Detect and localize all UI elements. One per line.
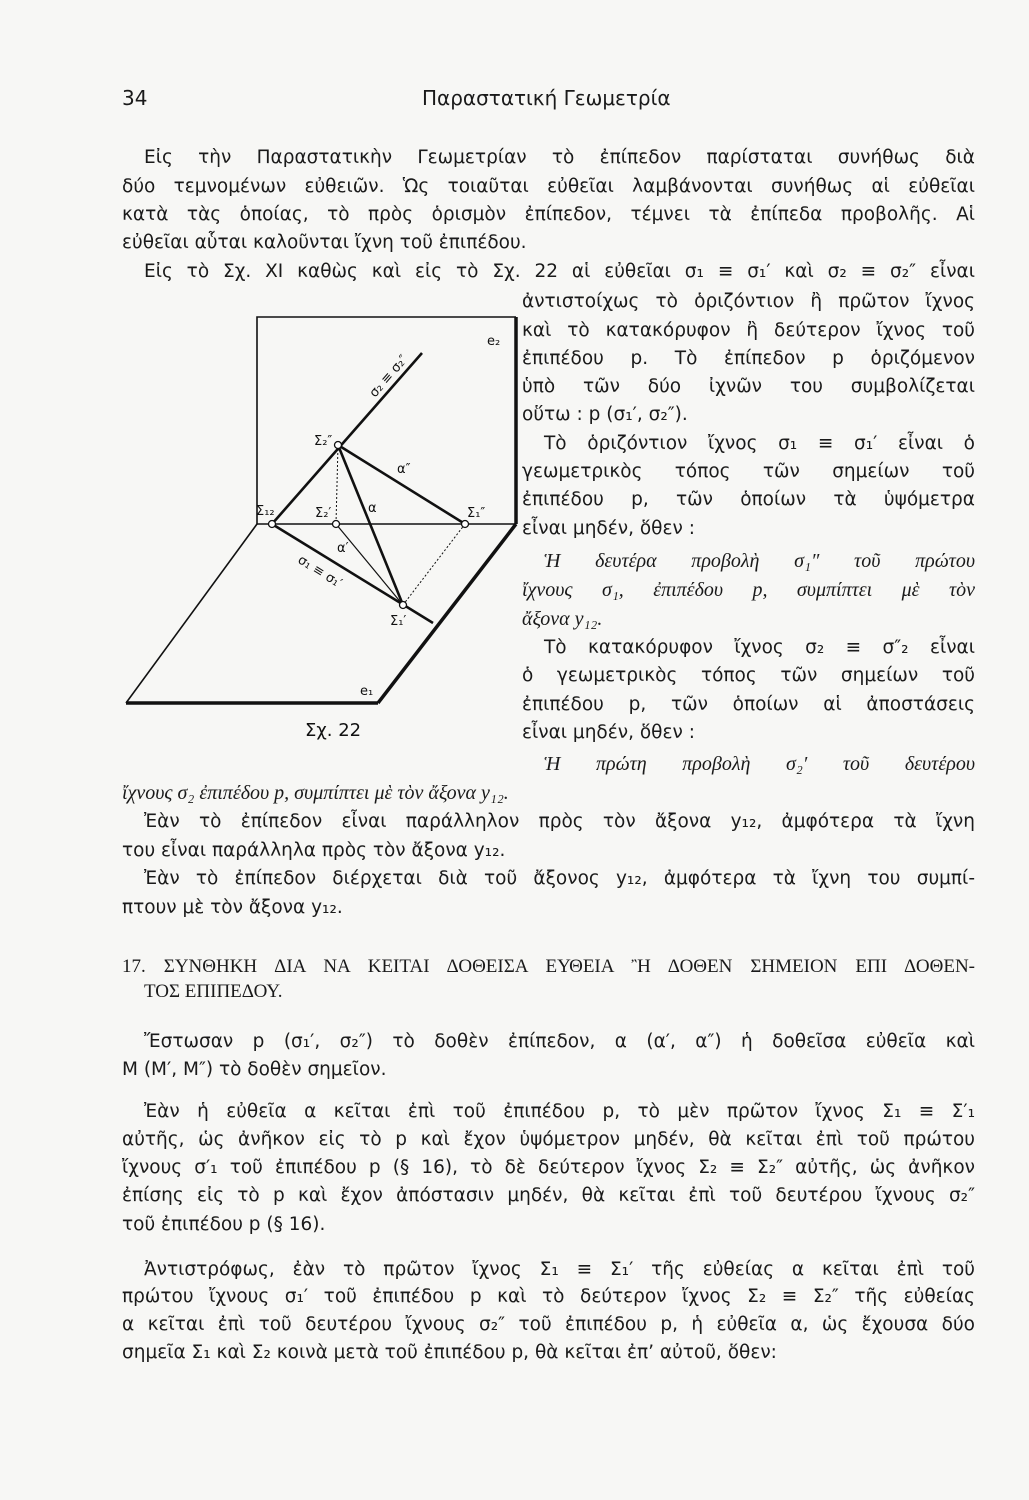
label-S2p: Σ₂′ xyxy=(315,506,332,521)
point-S1p xyxy=(400,602,407,609)
section-heading: ΤΟΣ ΕΠΙΠΕΔΟΥ. xyxy=(144,981,283,1002)
text-line: εἶναι μηδέν, ὅθεν : xyxy=(522,722,695,743)
text-line: Ἐὰν τὸ ἐπίπεδον διέρχεται διὰ τοῦ ἄξονος y₁₂, ἀμφότερα τὰ ἴχνη του συμπί- xyxy=(144,868,975,889)
text-line: ἐπιπέδου p, τῶν ὁποίων τὰ ὑψόμετρα xyxy=(522,489,975,510)
text-line: Ἐὰν τὸ ἐπίπεδον εἶναι παράλληλον πρὸς τὸν ἄξονα y₁₂, ἀμφότερα τὰ ἴχνη xyxy=(144,811,975,832)
text-line: του εἶναι παράλληλα πρὸς τὸν ἄξονα y₁₂. xyxy=(122,840,506,861)
text-line: εὐθεῖαι αὗται καλοῦνται ἴχνη τοῦ ἐπιπέδου. xyxy=(122,232,527,253)
text-line: ὁ γεωμετρικὸς τόπος τῶν σημείων τοῦ xyxy=(522,665,975,686)
text-line: ἄξονα y₁₂. xyxy=(522,608,603,630)
trace-sigma1 xyxy=(272,524,433,623)
figure-22 xyxy=(110,300,530,750)
text-line: ὑπὸ τῶν δύο ἰχνῶν του συμβολίζεται xyxy=(522,376,975,397)
label-a-second: α″ xyxy=(397,462,411,477)
text-line: σημεῖα Σ₁ καὶ Σ₂ κοινὰ μετὰ τοῦ ἐπιπέδου p, θὰ κεῖται ἐπ’ αὐτοῦ, ὅθεν: xyxy=(122,1342,777,1363)
text-line: Ἀντιστρόφως, ἐὰν τὸ πρῶτον ἴχνος Σ₁ ≡ Σ₁′ τῆς εὐθείας α κεῖται ἐπὶ τοῦ xyxy=(144,1259,975,1280)
text-line: ἴχνους σ₁, ἐπιπέδου p, συμπίπτει μὲ τὸν xyxy=(522,579,975,601)
vertical-plane xyxy=(257,317,516,524)
point-S1pp xyxy=(462,521,469,528)
text-line: Τὸ κατακόρυφον ἴχνος σ₂ ≡ σ″₂ εἶναι xyxy=(544,637,975,658)
label-S12: Σ₁₂ xyxy=(256,504,275,519)
point-S2p xyxy=(333,521,340,528)
label-a: α xyxy=(368,501,377,516)
text-line: πτουν μὲ τὸν ἄξονα y₁₂. xyxy=(122,897,343,918)
point-S12 xyxy=(269,521,276,528)
label-sigma2: σ₂ ≡ σ₂″ xyxy=(366,352,412,401)
text-line: Ἡ πρώτη προβολὴ σ₂′ τοῦ δευτέρου xyxy=(544,753,975,775)
label-e2: e₂ xyxy=(487,334,501,349)
label-S1pp: Σ₁″ xyxy=(467,506,486,521)
page-number: 34 xyxy=(122,86,148,110)
text-line: καὶ τὸ κατακόρυφον ἢ δεύτερον ἴχνος τοῦ xyxy=(522,320,975,341)
label-e1: e₁ xyxy=(360,684,374,699)
text-line: Ἡ δευτέρα προβολὴ σ₁″ τοῦ πρώτου xyxy=(544,550,975,572)
point-S2pp xyxy=(335,442,342,449)
text-line: αὐτῆς, ὡς ἀνῆκον εἰς τὸ p καὶ ἔχον ὑψόμετρον μηδέν, θὰ κεῖται ἐπὶ τοῦ πρώτου xyxy=(122,1129,975,1150)
text-line: τοῦ ἐπιπέδου p (§ 16). xyxy=(122,1214,326,1235)
line-a xyxy=(338,445,403,605)
line-a-first xyxy=(336,524,403,605)
text-line: Ἔστωσαν p (σ₁′, σ₂″) τὸ δοθὲν ἐπίπεδον, α (α′, α″) ἡ δοθεῖσα εὐθεῖα καὶ xyxy=(144,1031,975,1052)
text-line: εἶναι μηδέν, ὅθεν : xyxy=(522,518,695,539)
text-line: ἴχνους σ₂ ἐπιπέδου p, συμπίπτει μὲ τὸν ἄξονα y₁₂. xyxy=(122,782,509,804)
running-title: Παραστατική Γεωμετρία xyxy=(422,86,671,110)
text-line: α κεῖται ἐπὶ τοῦ δευτέρου ἴχνους σ₂″ τοῦ ἐπιπέδου p, ἡ εὐθεῖα α, ὡς ἔχουσα δύο xyxy=(122,1314,975,1335)
label-sigma1: σ₁ ≡ σ₁′ xyxy=(294,552,345,592)
text-line: ἴχνους σ′₁ τοῦ ἐπιπέδου p (§ 16), τὸ δὲ δεύτερον ἴχνος Σ₂ ≡ Σ₂″ αὐτῆς, ὡς ἀνῆκον xyxy=(122,1157,975,1178)
text-line: δύο τεμνομένων εὐθειῶν. Ὡς τοιαῦται εὐθεῖαι λαμβάνονται συνήθως αἱ εὐθεῖαι xyxy=(122,176,975,197)
section-heading: 17. ΣΥΝΘΗΚΗ ΔΙΑ ΝΑ ΚΕΙΤΑΙ ΔΟΘΕΙΣΑ ΕΥΘΕΙΑ Ἢ ΔΟΘΕΝ ΣΗΜΕΙΟΝ ΕΠΙ ΔΟΘΕΝ- xyxy=(122,956,975,977)
text-line: Τὸ ὁριζόντιον ἴχνος σ₁ ≡ σ₁′ εἶναι ὁ xyxy=(544,433,975,454)
label-a-first: α′ xyxy=(337,541,349,556)
text-line: οὕτω : p (σ₁′, σ₂″). xyxy=(522,404,688,425)
figure-caption: Σχ. 22 xyxy=(305,720,362,741)
text-line: γεωμετρικὸς τόπος τῶν σημείων τοῦ xyxy=(522,461,975,482)
label-S2pp: Σ₂″ xyxy=(314,434,333,449)
text-line: πρώτου ἴχνους σ₁′ τοῦ ἐπιπέδου p καὶ τὸ δεύτερον ἴχνος Σ₂ ≡ Σ₂″ τῆς εὐθείας xyxy=(122,1286,975,1307)
text-line: Ἐὰν ἡ εὐθεῖα α κεῖται ἐπὶ τοῦ ἐπιπέδου p, τὸ μὲν πρῶτον ἴχνος Σ₁ ≡ Σ′₁ xyxy=(144,1101,975,1122)
line-a-second xyxy=(338,445,465,524)
text-line: Εἰς τὴν Παραστατικὴν Γεωμετρίαν τὸ ἐπίπεδον παρίσταται συνήθως διὰ xyxy=(144,147,975,168)
label-S1p: Σ₁′ xyxy=(390,614,407,629)
text-line: M (M′, M″) τὸ δοθὲν σημεῖον. xyxy=(122,1059,387,1080)
text-line: ἐπιπέδου p. Τὸ ἐπίπεδον p ὁριζόμενον xyxy=(522,348,975,369)
text-line: ἐπίσης εἰς τὸ p καὶ ἔχον ἀπόστασιν μηδέν, θὰ κεῖται ἐπὶ τοῦ δευτέρου ἴχνους σ₂″ xyxy=(122,1185,975,1206)
text-line: κατὰ τὰς ὁποίας, τὸ πρὸς ὁρισμὸν ἐπίπεδον, τέμνει τὰ ἐπίπεδα προβολῆς. Αἱ xyxy=(122,204,975,225)
text-line: Εἰς τὸ Σχ. XI καθὼς καὶ εἰς τὸ Σχ. 22 αἱ εὐθεῖαι σ₁ ≡ σ₁′ καὶ σ₂ ≡ σ₂″ εἶναι xyxy=(144,261,975,282)
text-line: ἀντιστοίχως τὸ ὁριζόντιον ἢ πρῶτον ἴχνος xyxy=(522,291,975,312)
text-line: ἐπιπέδου p, τῶν ὁποίων αἱ ἀποστάσεις xyxy=(522,694,975,715)
trace-sigma2 xyxy=(272,353,422,524)
